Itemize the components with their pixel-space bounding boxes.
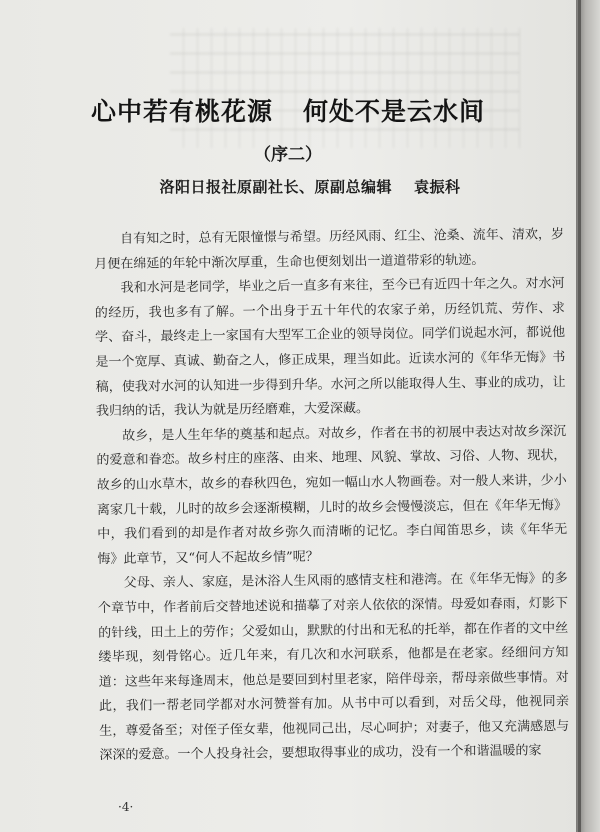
byline-role: 洛阳日报社原副社长、原副总编辑 bbox=[159, 178, 392, 196]
paragraph: 自有知之时，总有无限憧憬与希望。历经风雨、红尘、沧桑、流年、清欢，岁月便在绵延的年轮中渐次厚重，生命也便刻划出一道道带彩的轨迹。 bbox=[94, 227, 565, 272]
title-part-2: 何处不是云水间 bbox=[303, 97, 486, 126]
page-title bbox=[0, 92, 576, 128]
show-through-bleed bbox=[170, 28, 520, 148]
paragraph: 我和水河是老同学，毕业之后一直多有来往，至今已有近四十年之久。对水河的经历，我也多有了解。一个出身于五十年代的农家子弟，历经饥荒、劳作、求学、奋斗，最终走上一家国有大型军工企业的领导岗位。同学们说起水河，都说他是一个宽厚、真诚、勤奋之人，修正成果，理当如此。近读水河的《年华无悔》书稿，使我对水河的认知进一步得到升华。水河之所以能取得人生、事业的成功，让我归纳的话，我认为就是历经磨难，大爱深藏。 bbox=[94, 276, 566, 420]
adjacent-page-edge bbox=[576, 0, 600, 832]
byline-name: 袁振科 bbox=[414, 178, 461, 196]
subtitle: （序二） bbox=[254, 145, 322, 165]
page-edge-shadow bbox=[578, 0, 581, 832]
paragraph: 父母、亲人、家庭，是沐浴人生风雨的感情支柱和港湾。在《年华无悔》的多个章节中，作者前后交替地述说和描摹了对亲人依依的深情。母爱如春雨，灯影下的针线，田土上的劳作；父爱如山，默默的付出和无私的托举，都在作者的文中丝缕毕现，刻骨铭心。近几年来，有几次和水河联系，他都是在老家。经细问方知道：这些年来每逢周末，他总是要回到村里老家，陪伴母亲，帮母亲做些事情。对此，我们一帮老同学都对水河赞誉有加。从书中可以看到，对岳父母，他视同亲生，尊爱备至；对侄子侄女辈，他视同己出，尽心呵护；对妻子，他又充满感恩与深深的爱意。一个人投身社会，要想取得事业的成功，没有一个和谐温暖的家 bbox=[97, 571, 570, 764]
title-part-1: 心中若有桃花源 bbox=[90, 97, 273, 126]
page-number: ·4· bbox=[118, 800, 134, 814]
paragraph: 故乡，是人生年华的奠基和起点。对故乡，作者在书的初展中表达对故乡深沉的爱意和眷恋。故乡村庄的座落、由来、地理、风貌、掌故、习俗、人物、现状，故乡的山水草木，故乡的春秋四色，宛如一幅山水人物画卷。对一般人来讲，少小离家几十载，儿时的故乡会逐渐模糊，儿时的故乡会慢慢淡忘，但在《年华无悔》中，我们看到的却是作者对故乡弥久而清晰的记忆。李白闻笛思乡，读《年华无悔》此章节，又“何人不起故乡情”呢？ bbox=[96, 423, 568, 567]
body-text bbox=[94, 223, 570, 769]
author-byline bbox=[110, 176, 510, 197]
